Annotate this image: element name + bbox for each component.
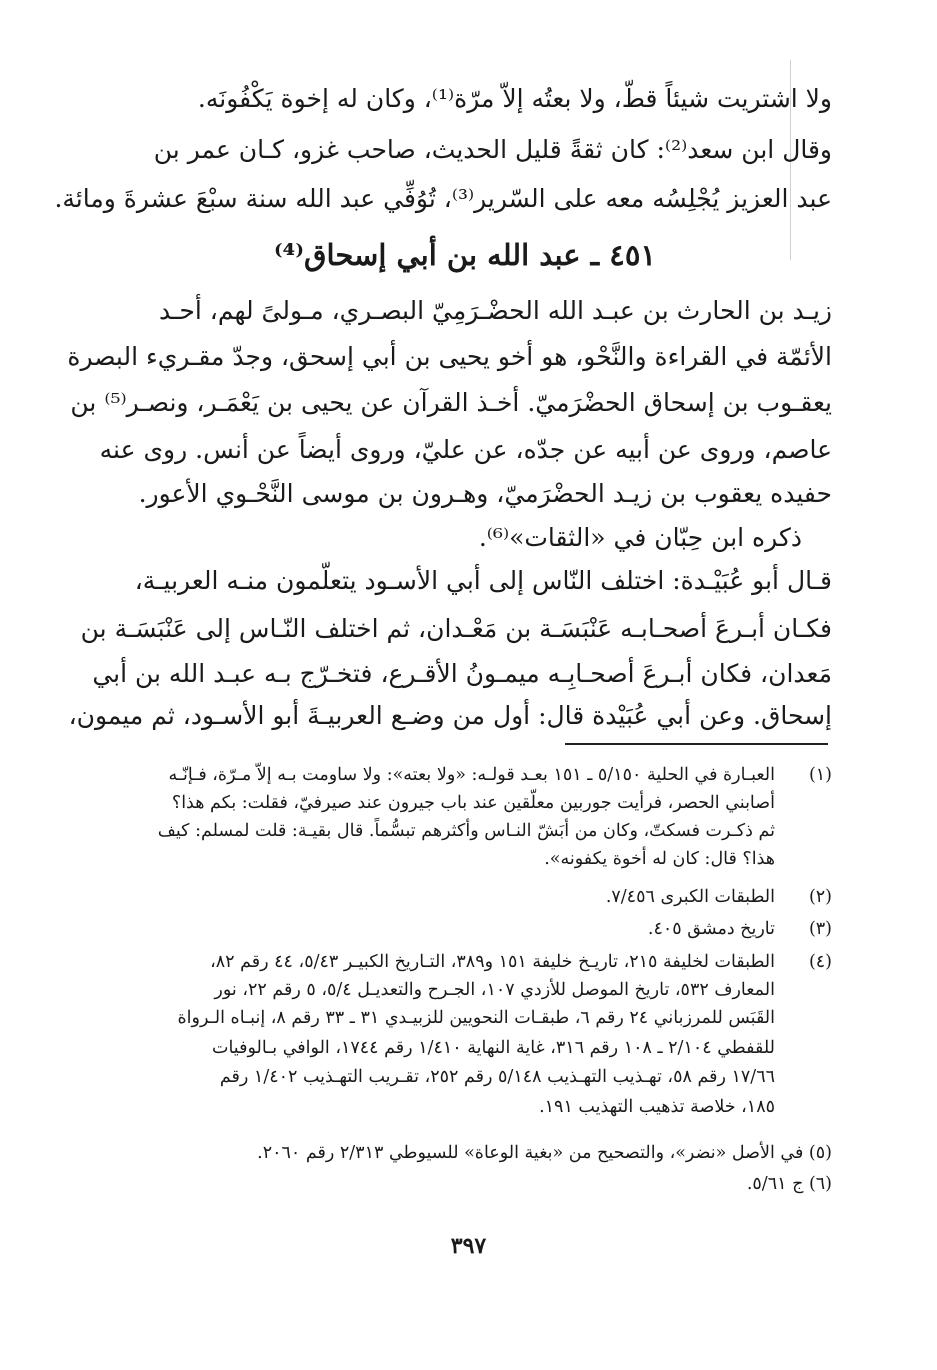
text-line: حفيده يعقوب بن زيـد الحضْرَميّ، وهـرون بن موسى النَّحْـوي الأعور.: [138, 479, 832, 508]
text-line: يعقـوب بن إسحاق الحضْرَميّ. أخـذ القرآن عن يحيى بن يَعْمَـر، ونصـر⁽⁵⁾ بن: [70, 388, 832, 417]
footnote-line: ١٧/٦٦ رقم ٥٨، تهـذيب التهـذيب ٥/١٤٨ رقم ٢٥٢، تقـريب التهـذيب ١/٤٠٢ رقم: [219, 1067, 775, 1087]
text-line: عبد العزيز يُجْلِسُه معه على السّرير⁽³⁾، تُوُفِّي عبد الله سنة سبْعَ عشرةَ ومائة.: [54, 184, 832, 213]
footnote-line: للقفطي ٢/١٠٤ ـ ١٠٨ رقم ٣١٦، غاية النهاية ١/٤١٠ رقم ١٧٤٤، الوافي بـالوفيات: [212, 1038, 775, 1058]
footnote-line: أصابني الحصر، فرأيت جوربين معلّقين عند باب جيرون عند صيرفيّ، فقلت: بكم هذا؟: [171, 793, 775, 813]
footnote-line: المعارف ٥٣٢، تاريخ الموصل للأزدي ١٠٧، الجـرح والتعديـل ٥/٤، ٥ رقم ٢٢، نور: [214, 980, 775, 1000]
footnote-line: ثم ذكـرت فسكتّ، وكان من أبَشّ النـاس وأكثرهم تبسُّماً. قال بقيـة: قلت لمسلم: كيف: [157, 821, 775, 841]
footnote-line: القَبَس للمرزباني ٢٤ رقم ٦، طبقـات النحويين للزبيـدي ٣١ ـ ٣٣ رقم ٨، إنبـاه الـرواة: [177, 1008, 775, 1028]
text-line: وقال ابن سعد⁽²⁾: كان ثقةً قليل الحديث، صاحب غزو، كـان عمر بن: [153, 135, 832, 164]
text-line: ولا اشتريت شيئاً قطّ، ولا بعتُه إلاّ مرّة⁽¹⁾، وكان له إخوة يَكْفُونَه.: [197, 84, 832, 113]
footnote-number: (٣): [808, 919, 832, 939]
footnote-number: (١): [808, 765, 832, 785]
text-line: ذكره ابن حِبّان في «الثقات»⁽⁶⁾.: [478, 523, 802, 552]
footnote-line: العبـارة في الحلية ٥/١٥٠ ـ ١٥١ بعـد قولـه: «ولا بعته»: ولا ساومت بـه إلاّ مـرّة، فـإنّـه: [168, 765, 775, 785]
text-line: مَعدان، فكان أبـرعَ أصحـابِـه ميمـونُ الأقـرع، فتخـرّج بـه عبـد الله بن أبي: [92, 659, 832, 688]
text-line: فكـان أبـرعَ أصحـابـه عَنْبَسَـة بن مَعْـدان، ثم اختلف النّـاس إلى عَنْبَسَـة بن: [80, 614, 832, 643]
footnote-line: (٥) في الأصل «نضر»، والتصحيح من «بغية الوعاة» للسيوطي ٢/٣١٣ رقم ٢٠٦٠.: [257, 1143, 832, 1163]
footnote-line: (٦) ج ٥/٦١.: [746, 1174, 832, 1194]
footnote-number: (٤): [808, 952, 832, 972]
text-line: قـال أبو عُبَيْـدة: اختلف النّاس إلى أبي الأسـود يتعلّمون منـه العربيـة،: [134, 566, 832, 595]
text-line: زيـد بن الحارث بن عبـد الله الحضْـرَمِيّ البصـري، مـولىً لهم، أحـد: [158, 296, 832, 325]
footnote-line: الطبقات الكبرى ٧/٤٥٦.: [605, 887, 775, 907]
text-line: الأئمّة في القراءة والنَّحْو، هو أخو يحيى بن أبي إسحق، وجدّ مقـريء البصرة: [67, 342, 832, 371]
footnote-line: تاريخ دمشق ٤٠٥.: [647, 919, 775, 939]
footnote-line: ١٨٥، خلاصة تذهيب التهذيب ١٩١.: [539, 1097, 775, 1117]
entry-heading: ٤٥١ ـ عبد الله بن أبي إسحاق⁽⁴⁾: [274, 238, 656, 272]
footnote-line: الطبقات لخليفة ٢١٥، تاريـخ خليفة ١٥١ و٣٨٩، التـاريخ الكبيـر ٥/٤٣، ٤٤ رقم ٨٢،: [210, 952, 775, 972]
page-number: ٣٩٧: [450, 1233, 487, 1259]
footnote-separator: [565, 743, 828, 745]
footnote-line: هذا؟ قال: كان له أخوة يكفونه».: [544, 849, 775, 869]
text-line: إسحاق. وعن أبي عُبَيْدة قال: أول من وضـع العربيـةَ أبو الأسـود، ثم ميمون،: [68, 701, 832, 730]
text-line: عاصم، وروى عن أبيه عن جدّه، عن عليّ، وروى أيضاً عن أنس. روى عنه: [99, 435, 832, 464]
footnote-number: (٢): [808, 887, 832, 907]
